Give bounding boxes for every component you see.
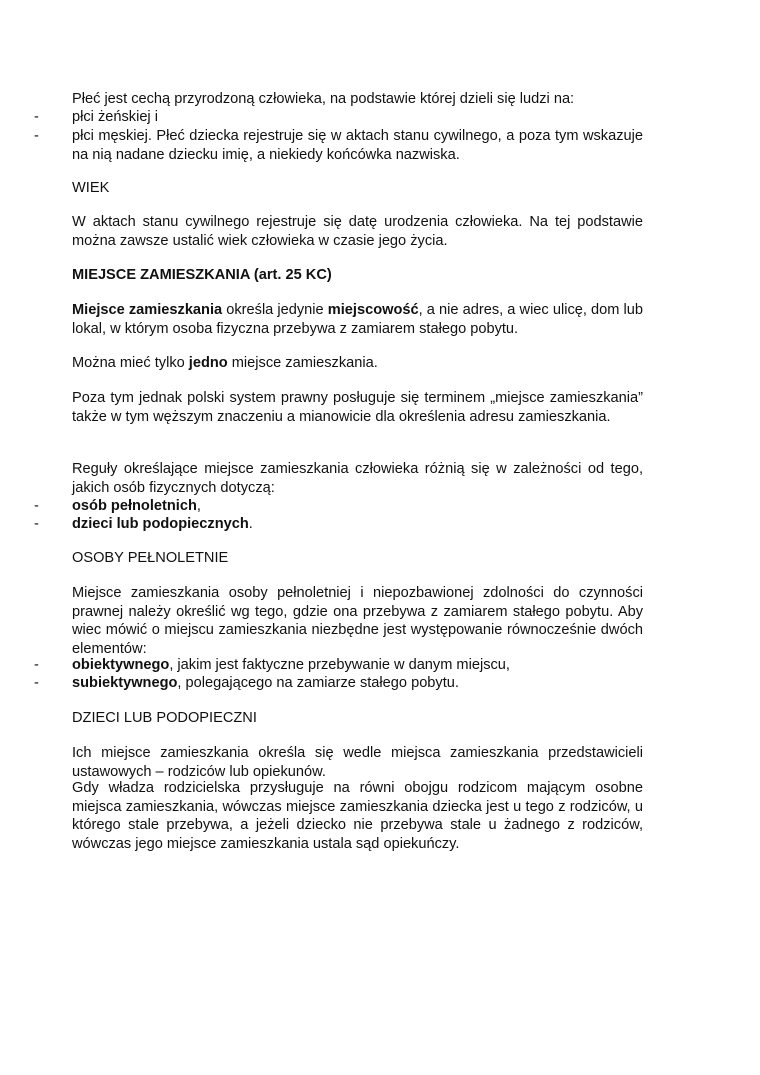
list-item: [34, 515, 643, 534]
list-item: [34, 497, 643, 516]
text-span: .: [248, 516, 253, 532]
bold-term: subiektywnego: [72, 675, 178, 691]
list-dash: -: [34, 516, 39, 532]
text-span: ,: [196, 498, 201, 514]
bold-term: jedno: [188, 355, 228, 371]
list-dash: -: [34, 675, 39, 691]
wiek-paragraph: W aktach stanu cywilnego rejestruje się datę urodzenia człowieka. Na tej podstawie można zawsze ustalić wiek człowieka w czasie jego życia.: [72, 214, 643, 249]
dzieci-paragraph-1: Ich miejsce zamieszkania określa się wedle miejsca zamieszkania przedstawicieli ustawowych – rodziców lub opiekunów.: [72, 745, 643, 780]
text-span: miejsce zamieszkania.: [227, 355, 378, 371]
text-span: określa jedynie: [222, 302, 328, 318]
list-dash: -: [34, 657, 39, 673]
bold-term: osób pełnoletnich: [72, 498, 197, 514]
miejsce-paragraph-1: [72, 301, 643, 338]
miejsce-paragraph-4: Reguły określające miejsce zamieszkania człowieka różnią się w zależności od tego, jakich osób fizycznych dotyczą:: [72, 461, 643, 496]
bold-term: miejscowość: [327, 302, 419, 318]
heading-dzieci-lub-podopieczni: DZIECI LUB PODOPIECZNI: [72, 710, 257, 726]
miejsce-paragraph-3: Poza tym jednak polski system prawny posługuje się terminem „miejsce zamieszkania” także w tym węższym znaczeniu a mianowicie dla określenia adresu zamieszkania.: [72, 390, 643, 425]
heading-wiek: WIEK: [72, 180, 110, 196]
list-dash: -: [34, 109, 39, 125]
list-dash: -: [34, 498, 39, 514]
list-item: [34, 656, 643, 675]
text-span: , jakim jest faktyczne przebywanie w danym miejscu,: [169, 657, 510, 673]
heading-miejsce-zamieszkania: MIEJSCE ZAMIESZKANIA (art. 25 KC): [72, 267, 332, 283]
heading-osoby-pelnoletnie: OSOBY PEŁNOLETNIE: [72, 550, 229, 566]
miejsce-paragraph-2: [72, 354, 643, 373]
text-span: Można mieć tylko: [72, 355, 189, 371]
plec-intro: Płeć jest cechą przyrodzoną człowieka, na podstawie której dzieli się ludzi na:: [72, 91, 575, 107]
pelnoletnie-paragraph: Miejsce zamieszkania osoby pełnoletniej i niepozbawionej zdolności do czynności prawnej należy określić wg tego, gdzie ona przebywa z zamiarem stałego pobytu. Aby wiec mówić o miejscu zamieszkania niezbędne jest występowanie równocześnie dwóch elementów:: [72, 585, 643, 657]
bold-term: obiektywnego: [72, 657, 170, 673]
list-item-text: płci męskiej. Płeć dziecka rejestruje się w aktach stanu cywilnego, a poza tym wskazuje na nią nadane dziecku imię, a niekiedy końcówka nazwiska.: [72, 128, 643, 163]
bold-term: dzieci lub podopiecznych: [72, 516, 249, 532]
text-span: , a nie adres, a wiec ulicę, dom lub lokal, w którym osoba fizyczna przebywa z zamiarem stałego pobytu.: [72, 302, 643, 337]
list-item: [34, 674, 643, 693]
list-item: [34, 127, 643, 164]
bold-term: Miejsce zamieszkania: [72, 302, 223, 318]
list-dash: -: [34, 128, 39, 144]
list-item-text: płci żeńskiej i: [72, 109, 158, 125]
text-span: , polegającego na zamiarze stałego pobytu.: [177, 675, 459, 691]
list-item: [34, 108, 643, 127]
dzieci-paragraph-2: Gdy władza rodzicielska przysługuje na równi obojgu rodzicom mającym osobne miejsca zamieszkania, wówczas miejsce zamieszkania dziecka jest u tego z rodziców, u którego stale przebywa, a jeżeli dziecko nie przebywa stale u żadnego z rodziców, wówczas jego miejsce zamieszkania ustala sąd opiekuńczy.: [72, 780, 643, 852]
